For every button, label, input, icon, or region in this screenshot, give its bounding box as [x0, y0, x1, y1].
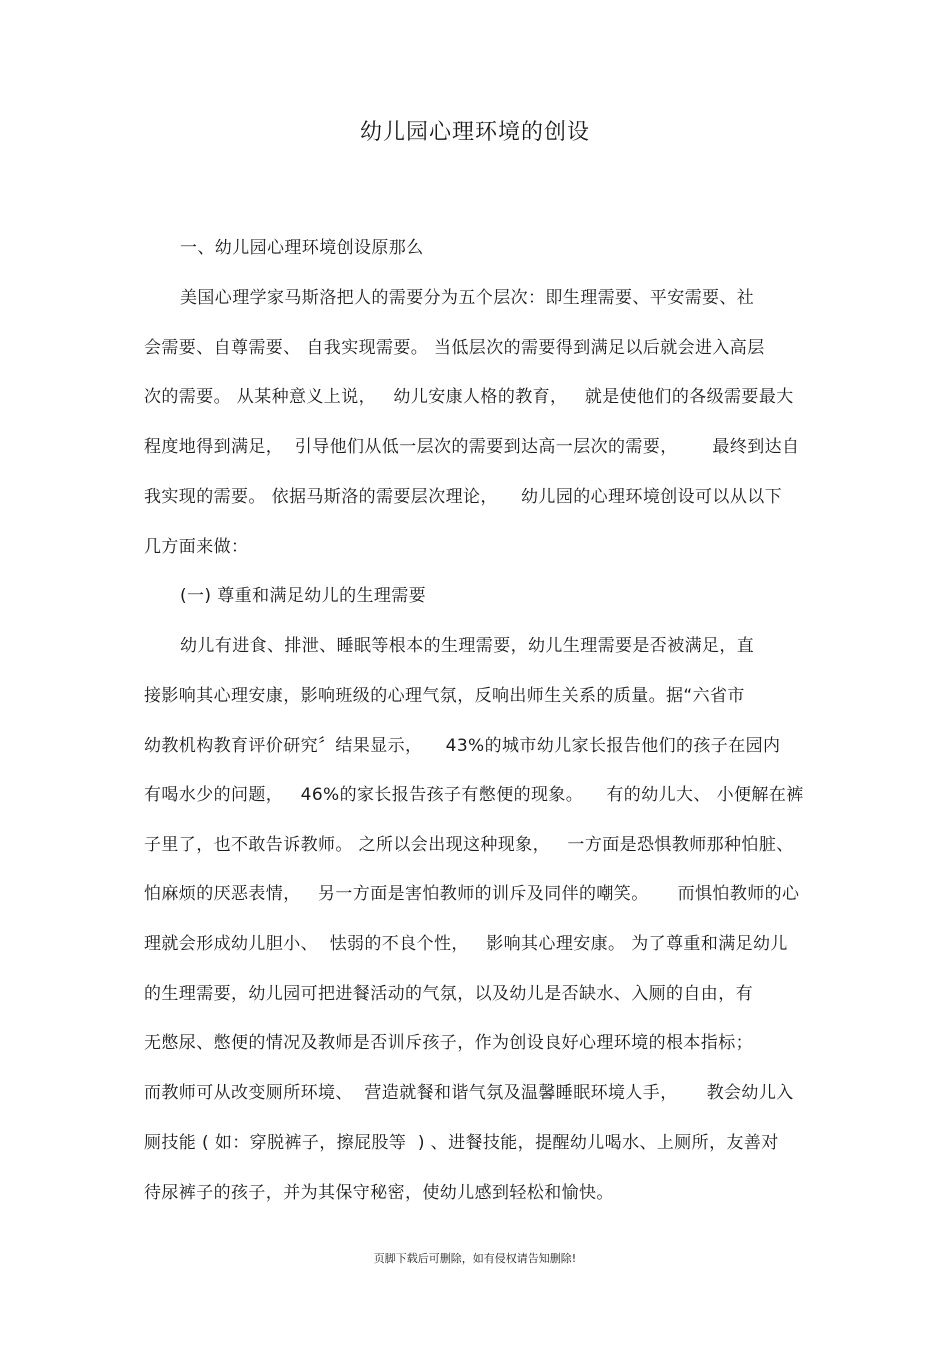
paragraph-line: 理就会形成幼儿胆小、 怯弱的不良个性， 影响其心理安康。 为了尊重和满足幼儿: [144, 934, 788, 954]
paragraph-line: 子里了，也不敢告诉教师。 之所以会出现这种现象， 一方面是恐惧教师那种怕脏、: [144, 835, 794, 855]
paragraph-line: 厕技能 ( 如：穿脱裤子，擦屁股等 ) 、进餐技能，提醒幼儿喝水、上厕所，友善对: [144, 1133, 779, 1153]
paragraph-line: 而教师可从改变厕所环境、 营造就餐和谐气氛及温馨睡眠环境人手， 教会幼儿入: [144, 1083, 794, 1103]
paragraph-line: 的生理需要，幼儿园可把进餐活动的气氛，以及幼儿是否缺水、入厕的自由，有: [144, 984, 753, 1004]
paragraph-line: 几方面来做：: [144, 537, 249, 557]
paragraph-line: 次的需要。 从某种意义上说， 幼儿安康人格的教育， 就是使他们的各级需要最大: [144, 387, 794, 407]
paragraph-line: 无憋尿、憋便的情况及教师是否训斥孩子，作为创设良好心理环境的根本指标；: [144, 1033, 753, 1053]
page-footer: 页脚下载后可删除，如有侵权请告知删除!: [373, 1252, 577, 1265]
paragraph-line: 程度地得到满足， 引导他们从低一层次的需要到达高一层次的需要， 最终到达自: [144, 437, 800, 457]
paragraph-line: 会需要、自尊需要、 自我实现需要。 当低层次的需要得到满足以后就会进入高层: [144, 338, 765, 358]
document-title: 幼儿园心理环境的创设: [359, 120, 590, 145]
section-heading: 一、幼儿园心理环境创设原那么: [180, 238, 424, 258]
paragraph-line: 幼教机构教育评价研究〞结果显示， 43%的城市幼儿家长报告他们的孩子在园内: [144, 736, 781, 756]
paragraph-line: 有喝水少的问题， 46%的家长报告孩子有憋便的现象。 有的幼儿大、 小便解在裤: [144, 785, 804, 805]
paragraph-line: 接影响其心理安康，影响班级的心理气氛，反响出师生关系的质量。据“六省市: [144, 686, 745, 706]
subheading: (一) 尊重和满足幼儿的生理需要: [180, 586, 427, 606]
paragraph-line: 美国心理学家马斯洛把人的需要分为五个层次：即生理需要、平安需要、社: [180, 288, 755, 308]
paragraph-line: 待尿裤子的孩子，并为其保守秘密，使幼儿感到轻松和愉快。: [144, 1183, 614, 1203]
paragraph-line: 我实现的需要。 依据马斯洛的需要层次理论， 幼儿园的心理环境创设可以从以下: [144, 487, 783, 507]
paragraph-line: 幼儿有进食、排泄、睡眠等根本的生理需要，幼儿生理需要是否被满足，直: [180, 636, 755, 656]
paragraph-line: 怕麻烦的厌恶表情， 另一方面是害怕教师的训斥及同伴的嘲笑。 而惧怕教师的心: [144, 884, 800, 904]
